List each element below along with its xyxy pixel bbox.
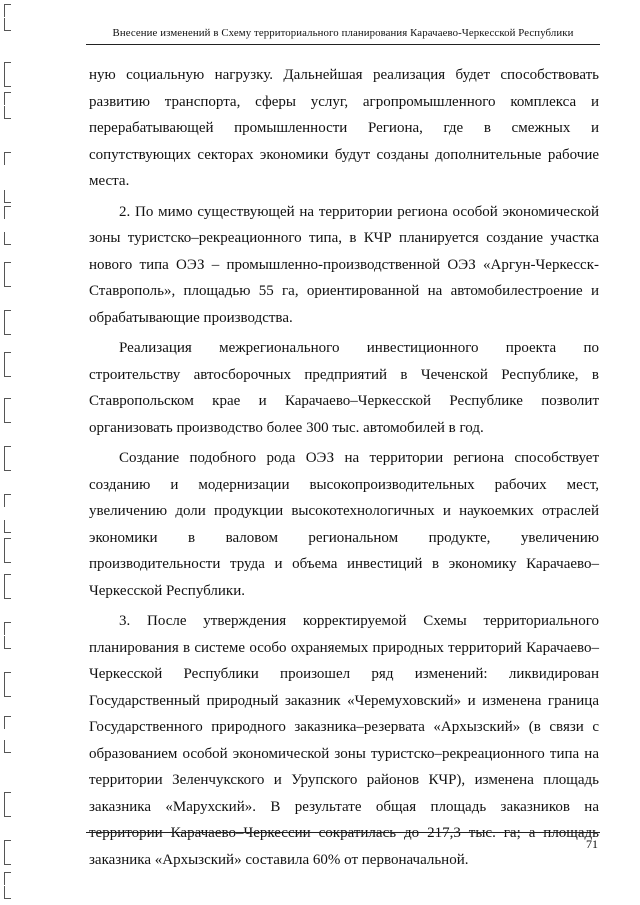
paragraph-continuation: ную социальную нагрузку. Дальнейшая реализация будет способствовать развитию транспорта, сферы услуг, агропромышленного комплекса и перерабатывающей промышленности Региона, где в смежных и сопутствующих секторах экономики будут созданы дополнительные рабочие места. — [89, 67, 599, 189]
binding-mark — [4, 106, 11, 119]
binding-mark — [4, 852, 11, 865]
binding-mark — [4, 206, 11, 219]
binding-mark — [4, 494, 11, 507]
binding-mark — [4, 92, 11, 105]
binding-mark — [4, 886, 11, 899]
binding-mark — [4, 274, 11, 287]
binding-mark — [4, 410, 11, 423]
document-body — [89, 62, 599, 873]
binding-mark — [4, 684, 11, 697]
binding-mark — [4, 74, 11, 87]
binding-mark — [4, 232, 11, 245]
running-header: Внесение изменений в Схему территориального планирования Карачаево-Черкесской Республики — [112, 27, 574, 39]
binding-mark — [4, 152, 11, 165]
binding-mark — [4, 18, 11, 31]
paragraph-interregional-project: Реализация межрегионального инвестиционного проекта по строительству автосборочных предприятий в Чеченской Республике, в Ставропольском крае и Карачаево–Черкесской Республике позволит организовать производство более 300 тыс. автомобилей в год. — [89, 340, 599, 436]
footer-rule — [86, 832, 600, 833]
binding-mark — [4, 740, 11, 753]
paragraph-oez-benefits: Создание подобного рода ОЭЗ на территории региона способствует созданию и модернизации высокопроизводительных рабочих мест, увеличению доли продукции высокотехнологичных и наукоемких отраслей экономики в валовом региональном продукте, увеличению производительности труда и объема инвестиций в экономику Карачаево–Черкесской Республики. — [89, 450, 599, 599]
binding-mark — [4, 622, 11, 635]
binding-mark — [4, 458, 11, 471]
binding-mark — [4, 804, 11, 817]
paragraph-oez-argun: 2. По мимо существующей на территории региона особой экономической зоны туристско–рекреационного типа, в КЧР планируется создание участка нового типа ОЭЗ – промышленно-производственной ОЭЗ «Аргун-Черкесск-Ставрополь», площадью 55 га, ориентированной на автомобилестроение и обрабатывающие производства. — [89, 203, 599, 326]
binding-mark — [4, 520, 11, 533]
binding-mark — [4, 586, 11, 599]
binding-mark — [4, 872, 11, 885]
paragraph-protected-areas: 3. После утверждения корректируемой Схемы территориального планирования в системе особо охраняемых природных территорий Карачаево–Черкесской Республики произошел ряд изменений: ликвидирован Государственный природный заказник «Черемуховский» и изменена граница Государственного природного заказника–резервата «Архызский» (в связи с образованием особой экономической зоны туристско–рекреационного типа на территории Зеленчукского и Урупского районов КЧР), изменена площадь заказника «Марухский». В результате общая площадь заказников на территории Карачаево–Черкессии сократилась до 217,3 тыс. га; а площадь заказника «Архызский» составила 60% от первоначальной. — [89, 613, 599, 868]
binding-mark — [4, 364, 11, 377]
binding-mark — [4, 716, 11, 729]
binding-mark — [4, 550, 11, 563]
binding-mark — [4, 190, 11, 203]
header-rule — [86, 44, 600, 45]
page-number: 71 — [586, 837, 598, 851]
binding-mark — [4, 4, 11, 17]
binding-mark — [4, 636, 11, 649]
binding-mark — [4, 322, 11, 335]
binding-edge — [0, 0, 16, 905]
